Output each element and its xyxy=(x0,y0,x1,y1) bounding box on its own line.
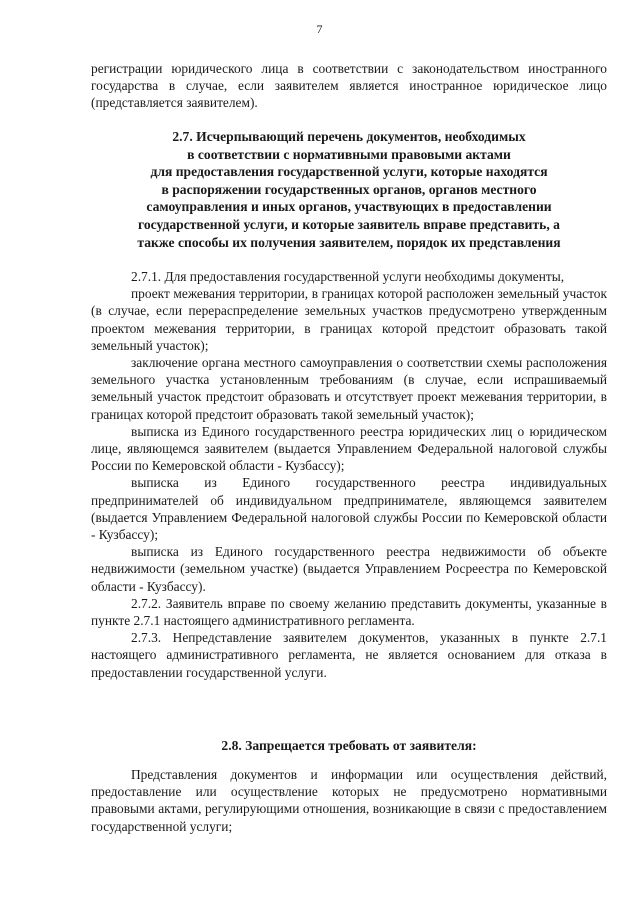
section-2-8-body xyxy=(91,766,607,835)
paragraph-survey-project: проект межевания территории, в границах которой расположен земельный участок (в случае, если перераспределение земельных участков предусмотрено утвержденным проектом межевания территории, в границах которой предстоит образовать такой земельный участок); xyxy=(91,286,607,353)
paragraph-legal-entities-extract: выписка из Единого государственного реестра юридических лиц о юридическом лице, являющемся заявителем (выдается Управлением Федеральной налоговой службы России по Кемеровской области - Кузбассу); xyxy=(91,423,607,474)
section-2-8-heading: 2.8. Запрещается требовать от заявителя: xyxy=(221,738,477,753)
paragraph-2-7-2: 2.7.2. Заявитель вправе по своему желанию представить документы, указанные в пункте 2.7.1 настоящего административного регламента. xyxy=(91,595,607,629)
page-number: 7 xyxy=(316,22,323,36)
heading-line: для предоставления государственной услуги, которые находятся xyxy=(150,164,548,180)
section-2-7-heading xyxy=(91,128,607,251)
heading-line: 2.7. Исчерпывающий перечень документов, необходимых xyxy=(172,129,526,144)
paragraph-entrepreneurs-extract: выписка из Единого государственного реестра индивидуальных предпринимателей об индивидуальном предпринимателе, являющемся заявителем (выдается Управлением Федеральной налоговой службы России по Кемеровской области - Кузбассу); xyxy=(91,475,607,543)
heading-line: государственной услуги, и которые заявитель вправе представить, а xyxy=(138,216,560,232)
paragraph-2-7-1: 2.7.1. Для предоставления государственной услуги необходимы документы, xyxy=(131,269,565,284)
section-2-7-body xyxy=(91,268,607,681)
paragraph-local-authority-conclusion: заключение органа местного самоуправления о соответствии схемы расположения земельного участка установленным требованиям (в случае, если испрашиваемый земельный участок предстоит образовать и отсутствует проект межевания территории, в границах которой предстоит образовать такой земельный участок); xyxy=(91,355,607,422)
paragraph-real-estate-extract: выписка из Единого государственного реестра недвижимости об объекте недвижимости (земельном участке) (выдается Управлением Росреестра по Кемеровской области - Кузбассу). xyxy=(91,544,607,594)
intro-paragraph: регистрации юридического лица в соответствии с законодательством иностранного государства в случае, если заявителем является иностранное юридическое лицо (представляется заявителем). xyxy=(91,61,607,111)
heading-line: в соответствии с нормативными правовыми актами xyxy=(187,146,511,162)
heading-line: самоуправления и иных органов, участвующих в предоставлении xyxy=(146,199,552,215)
heading-line: в распоряжении государственных органов, органов местного xyxy=(161,181,537,197)
paragraph-2-8-1: Представления документов и информации или осуществления действий, предоставление или осуществление которых не предусмотрено нормативными правовыми актами, регулирующими отношения, возникающие в связи с предоставлением государственной услуги; xyxy=(91,767,607,834)
paragraph-2-7-3: 2.7.3. Непредставление заявителем документов, указанных в пункте 2.7.1 настоящего административного регламента, не является основанием для отказа в предоставлении государственной услуги. xyxy=(91,630,607,680)
heading-line: также способы их получения заявителем, порядок их представления xyxy=(137,234,561,250)
